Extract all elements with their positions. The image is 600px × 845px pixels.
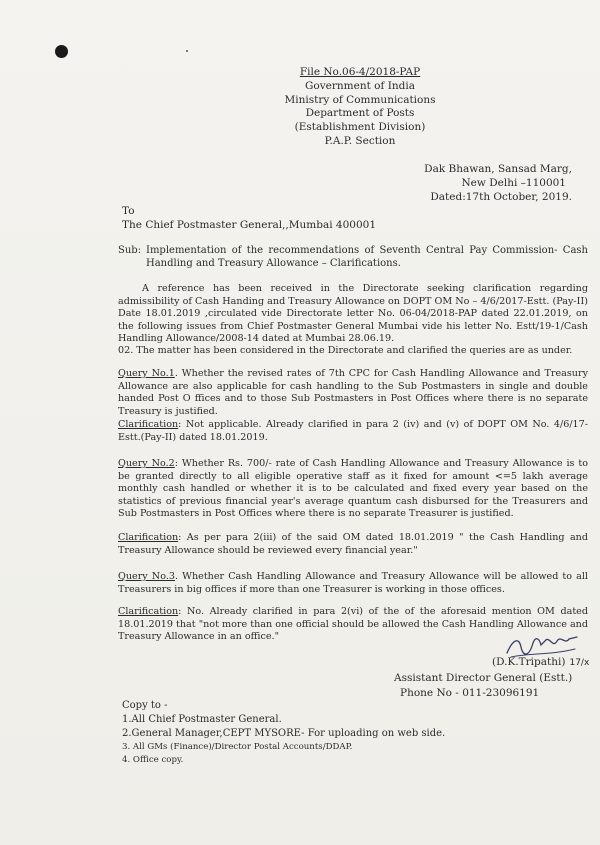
address-line-1: Dak Bhawan, Sansad Marg, — [424, 163, 572, 175]
clarification-2-text: : As per para 2(iii) of the said OM dated 18.01.2019 " the Cash Handling and Treasury Allowance should be reviewed every financial year." — [118, 532, 588, 556]
signatory-designation: Assistant Director General (Estt.) — [394, 672, 573, 684]
copy-to-label: Copy to - — [122, 700, 168, 711]
clarification-1-label: Clarification — [118, 419, 179, 430]
clarification-1 — [118, 419, 588, 444]
query-1-label: Query No.1 — [118, 368, 175, 379]
copy-to-block — [122, 699, 522, 767]
address-line-2: New Delhi –110001 — [461, 176, 566, 189]
signatory-name-line — [372, 655, 590, 671]
sender-address — [400, 163, 572, 204]
paper-speck — [186, 50, 188, 52]
header-division: (Establishment Division) — [294, 121, 426, 134]
copy-to-item: 2.General Manager,CEPT MYSORE- For uploading on web side. — [122, 728, 446, 739]
query-1-text: . Whether the revised rates of 7th CPC for Cash Handling Allowance and Treasury Allowance are also applicable for cash handling to the Sub Postmasters in single and double handed Post O ffices and to those Sub Postmasters in Post Offices where there is no separate Treasury is justified. — [118, 368, 588, 417]
paragraph-02: 02. The matter has been considered in the Directorate and clarified the queries are as under. — [118, 345, 573, 356]
copy-to-item: 4. Office copy. — [122, 755, 184, 765]
signatory-name: (D.K.Tripathi) — [492, 656, 566, 668]
header-government: Government of India — [305, 79, 415, 92]
query-3-text: . Whether Cash Handling Allowance and Treasury Allowance will be allowed to all Treasurers in big offices if more than one Treasurer is working in those offices. — [118, 571, 588, 595]
signatory-block — [372, 655, 590, 701]
to-label: To — [122, 205, 135, 217]
letter-date — [400, 191, 572, 205]
addressee: The Chief Postmaster General,,Mumbai 400001 — [122, 219, 376, 231]
copy-to-item: 1.All Chief Postmaster General. — [122, 714, 282, 725]
date-value: 17th October, 2019. — [465, 190, 572, 203]
signature-date: 17/x — [569, 658, 590, 668]
query-3 — [118, 571, 588, 596]
signatory-phone: Phone No - 011-23096191 — [400, 687, 540, 699]
query-1 — [118, 368, 588, 418]
date-label: Dated: — [430, 190, 466, 203]
punch-hole — [55, 45, 68, 58]
copy-to-item: 3. All GMs (Finance)/Director Postal Accounts/DDAP. — [122, 742, 353, 752]
clarification-3-label: Clarification — [118, 606, 179, 617]
clarification-2 — [118, 532, 588, 557]
clarification-1-text: : Not applicable. Already clarified in para 2 (iv) and (v) of DOPT OM No. 4/6/17-Estt.(Pay-II) dated 18.01.2019. — [118, 419, 588, 443]
clarification-2-label: Clarification — [118, 532, 179, 543]
subject-text: Implementation of the recommendations of Seventh Central Pay Commission- Cash Handling and Treasury Allowance – Clarifications. — [146, 245, 588, 269]
subject-label: Sub: — [118, 245, 142, 256]
clarification-3-text: : No. Already clarified in para 2(vi) of the of the aforesaid mention OM dated 18.01.2019 that "not more than one official should be allowed the Cash Handling Allowance and Treasury Allowance in an office." — [118, 606, 588, 643]
header-department: Department of Posts — [305, 107, 415, 120]
header-ministry: Ministry of Communications — [284, 93, 436, 106]
query-2 — [118, 458, 588, 521]
query-2-label: Query No.2 — [118, 458, 175, 469]
header-section: P.A.P. Section — [324, 134, 396, 147]
query-3-label: Query No.3 — [118, 571, 175, 582]
intro-paragraph: A reference has been received in the Directorate seeking clarification regarding admissibility of Cash Handing and Treasury Allowance on DOPT OM No – 4/6/2017-Estt. (Pay-II) Date 18.01.2019 ,circulated vide Directorate letter No. 06-04/2018-PAP dated 22.01.2019, on the following issues from Chief Postmaster General Mumbai vide his letter No. Estt/19-1/Cash Handling Allowance/2008-14 dated at Mumbai 28.06.19. — [118, 283, 588, 345]
query-2-text: : Whether Rs. 700/- rate of Cash Handling Allowance and Treasury Allowance is to be granted directly to all eligible operative staff as it fixed for amount <=5 lakh average monthly cash handled or whether it is to be calculated and fixed every year based on the statistics of previous financial year's average quantum cash disbursed for the Treasurers and Sub Postmasters in Post Offices where there is no separate Treasurer is justified. — [118, 458, 588, 520]
file-number: File No.06-4/2018-PAP — [299, 66, 421, 78]
letter-header — [260, 66, 460, 149]
subject-block — [118, 244, 588, 270]
